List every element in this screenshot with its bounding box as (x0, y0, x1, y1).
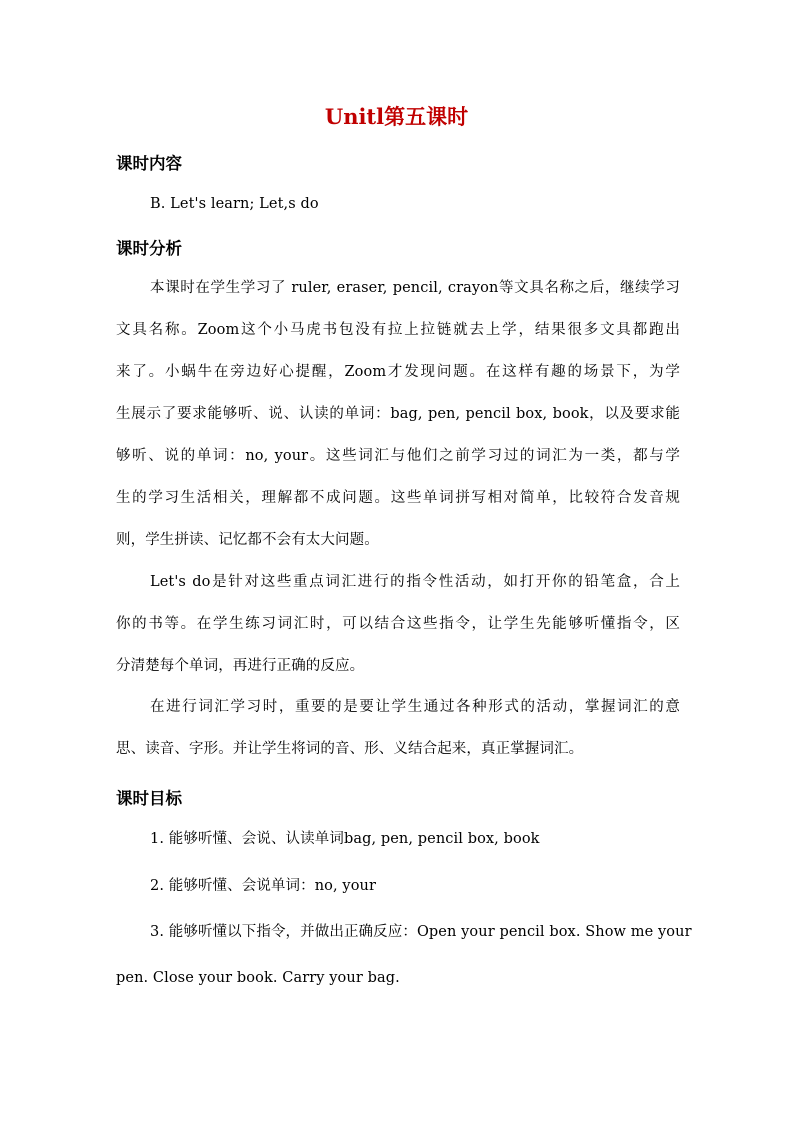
analysis-line: 分清楚每个单词，再进行正确的反应。 (116, 658, 365, 674)
analysis-line: 则，学生拼读、记忆都不会有太大问题。 (116, 532, 379, 548)
analysis-line: 来了。小蜗牛在旁边好心提醒，Zoom才发现问题。在这样有趣的场景下，为学 (116, 364, 680, 380)
goal-item: 3. 能够听懂以下指令，并做出正确反应：Open your pencil box. Show me your (150, 924, 692, 940)
goal-item-continuation: pen. Close your book. Carry your bag. (116, 970, 400, 986)
section-heading-analysis: 课时分析 (116, 239, 182, 258)
analysis-line: 思、读音、字形。并让学生将词的音、形、义结合起来，真正掌握词汇。 (116, 741, 584, 757)
analysis-line: 在进行词汇学习时，重要的是要让学生通过各种形式的活动，掌握词汇的意 (150, 699, 680, 715)
analysis-line: 本课时在学生学习了 ruler, eraser, pencil, crayon等文具名称之后，继续学习 (150, 280, 680, 296)
content-text: B. Let's learn; Let,s do (150, 196, 319, 212)
section-heading-content: 课时内容 (116, 154, 182, 173)
analysis-line: 你的书等。在学生练习词汇时，可以结合这些指令，让学生先能够听懂指令，区 (116, 616, 680, 632)
document-title: Unitl第五课时 (324, 104, 469, 129)
analysis-line: 文具名称。Zoom这个小马虎书包没有拉上拉链就去上学，结果很多文具都跑出 (116, 322, 680, 338)
analysis-line: 生的学习生活相关，理解都不成问题。这些单词拼写相对简单，比较符合发音规 (116, 490, 680, 506)
analysis-line: 生展示了要求能够听、说、认读的单词：bag, pen, pencil box, book，以及要求能 (116, 406, 680, 422)
analysis-line: Let's do是针对这些重点词汇进行的指令性活动，如打开你的铅笔盒，合上 (150, 574, 680, 590)
goal-item: 1. 能够听懂、会说、认读单词bag, pen, pencil box, book (150, 831, 540, 847)
section-heading-goals: 课时目标 (116, 789, 182, 808)
analysis-line: 够听、说的单词：no, your。这些词汇与他们之前学习过的词汇为一类，都与学 (116, 448, 680, 464)
goal-item: 2. 能够听懂、会说单词：no, your (150, 878, 377, 894)
